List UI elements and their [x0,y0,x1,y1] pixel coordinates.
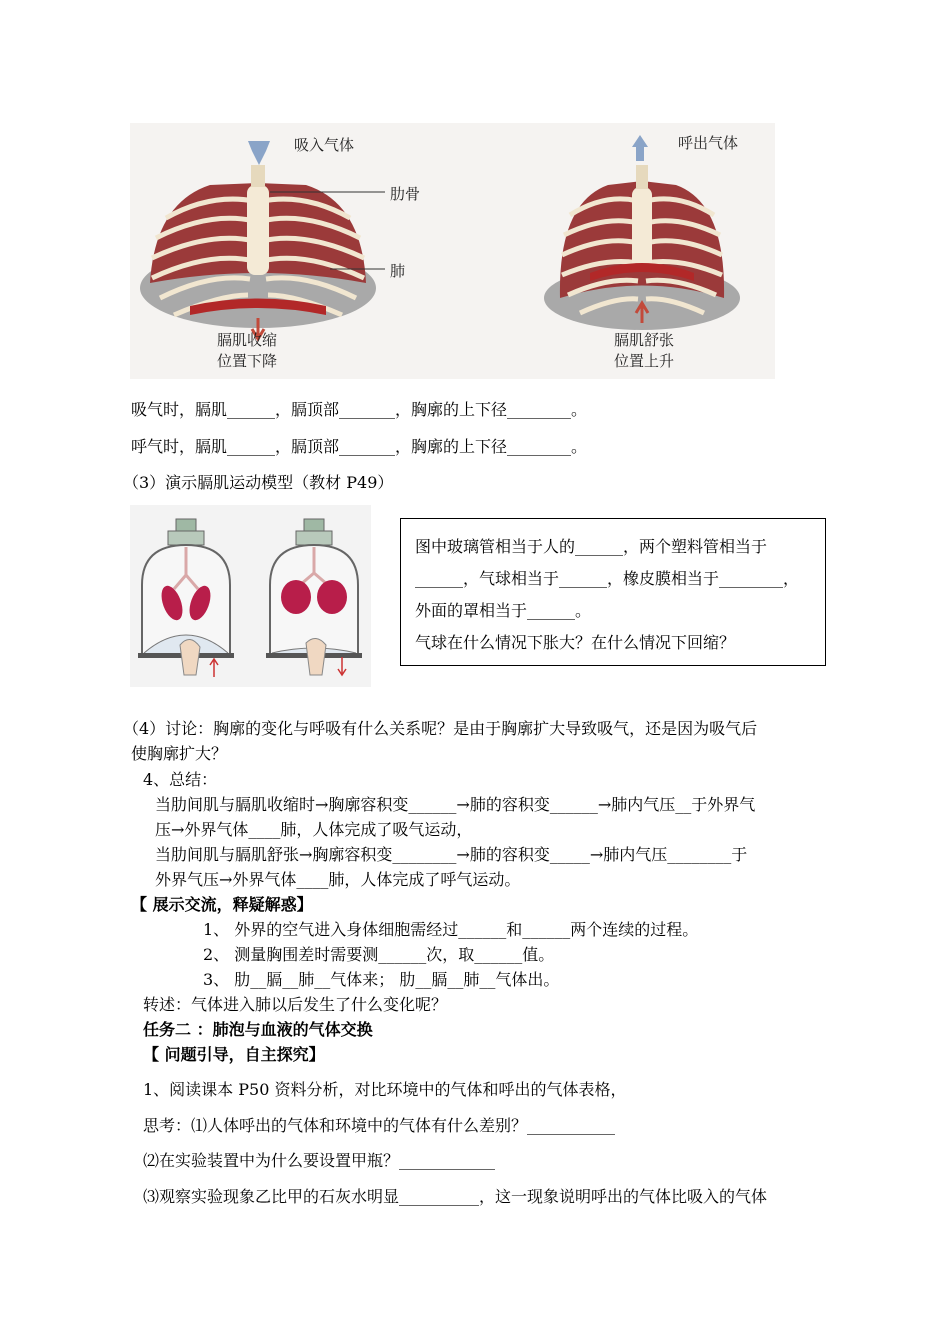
model-question-box [400,518,826,666]
transition-line: 转述：气体进入肺以后发生了什么变化呢？ [143,995,448,1014]
exchange-item-1: 1、 外界的空气进入身体细胞需经过______和______两个连续的过程。 [203,920,699,939]
bell-jar-illustration [130,505,371,687]
inhale-arrow-icon [248,141,270,165]
box-line-1: 图中玻璃管相当于人的______，两个塑料管相当于 [415,537,768,556]
exhale-arrow-icon [632,135,648,161]
summary-title: 4、总结： [143,770,218,789]
exchange-item-3: 3、 肋__膈__肺__气体来； 肋__膈__肺__气体出。 [203,970,560,989]
right-ribcage [544,165,740,330]
diaphragm-descend-label: 位置下降 [217,352,278,370]
lung-label: 肺 [390,262,406,280]
exhale-fill-line: 呼气时，膈肌______，膈顶部_______，胸廓的上下径________。 [131,437,588,456]
inhale-label: 吸入气体 [294,136,355,154]
bell-jar-right [266,519,362,675]
left-ribcage [140,165,376,339]
box-line-2: ______，气球相当于______，橡皮膜相当于________， [415,569,800,588]
discuss-line-1: （4）讨论：胸廓的变化与呼吸有什么关系呢？是由于胸廓扩大导致吸气，还是因为吸气后 [123,719,758,738]
exchange-title: 【 展示交流，释疑解惑】 [131,895,313,914]
box-line-3: 外面的罩相当于______。 [415,601,592,620]
guide-title: 【 问题引导，自主探究】 [143,1045,325,1064]
exhale-label: 呼出气体 [678,134,739,152]
inhale-fill-line: 吸气时，膈肌______，膈顶部_______，胸廓的上下径________。 [131,400,588,419]
think-line-1: 思考：⑴人体呼出的气体和环境中的气体有什么差别？___________ [143,1116,616,1135]
bell-jar-left [138,519,234,677]
summary-line-3: 当肋间肌与膈肌舒张→胸廓容积变________→肺的容积变_____→肺内气压________于 [155,845,748,864]
think-line-3: ⑶观察实验现象乙比甲的石灰水明显__________，这一现象说明呼出的气体比吸入的气体 [143,1187,768,1206]
bell-jar-figure [130,505,371,687]
rib-label: 肋骨 [390,185,421,203]
box-line-4: 气球在什么情况下胀大？在什么情况下回缩？ [415,633,736,652]
summary-line-4: 外界气压→外界气体____肺，人体完成了呼气运动。 [155,870,521,889]
task2-title: 任务二 ：肺泡与血液的气体交换 [143,1020,373,1039]
diaphragm-relax-label: 膈肌舒张 [614,331,675,349]
demo-title: （3）演示膈肌运动模型（教材 P49） [123,473,394,492]
diaphragm-contract-label: 膈肌收缩 [217,331,278,349]
summary-line-1: 当肋间肌与膈肌收缩时→胸廓容积变______→肺的容积变______→肺内气压__于外界气 [155,795,756,814]
diaphragm-rise-label: 位置上升 [614,352,675,370]
think-line-2: ⑵在实验装置中为什么要设置甲瓶？____________ [143,1151,496,1170]
discuss-line-2: 使胸廓扩大？ [131,744,228,763]
summary-line-2: 压→外界气体____肺，人体完成了吸气运动， [155,820,473,839]
ribcage-figure [130,123,775,379]
read-line: 1、阅读课本 P50 资料分析，对比环境中的气体和呼出的气体表格， [143,1080,627,1099]
exchange-item-2: 2、 测量胸围差时需要测______次，取______值。 [203,945,555,964]
